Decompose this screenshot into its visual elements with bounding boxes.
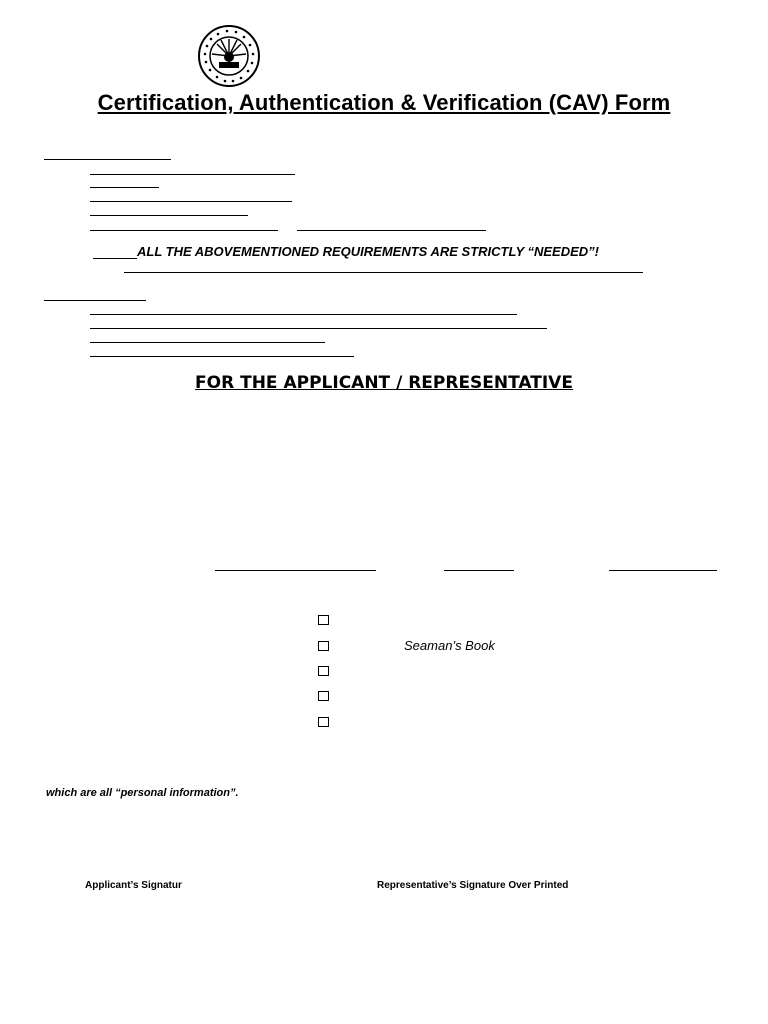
id-option-label: Seaman’s Book xyxy=(404,638,495,653)
blank-line xyxy=(90,356,354,357)
id-option-checkbox[interactable] xyxy=(318,666,329,676)
id-option-checkbox[interactable] xyxy=(318,641,329,651)
representative-signature-label: Representative’s Signature Over Printed xyxy=(377,880,569,891)
applicant-section-heading: FOR THE APPLICANT / REPRESENTATIVE xyxy=(195,373,573,393)
blank-line xyxy=(90,342,325,343)
blank-line xyxy=(90,328,547,329)
blank-line xyxy=(90,314,517,315)
blank-line xyxy=(90,174,295,175)
blank-line xyxy=(90,215,248,216)
blank-line xyxy=(90,187,159,188)
id-option-checkbox[interactable] xyxy=(318,691,329,701)
applicant-signature-label: Applicant’s Signatur xyxy=(85,880,182,891)
personal-info-note: which are all “personal information”. xyxy=(46,787,239,799)
id-option-checkbox[interactable] xyxy=(318,615,329,625)
applicant-contact-field[interactable] xyxy=(609,570,717,571)
commission-seal-logo xyxy=(197,24,261,88)
applicant-name-field[interactable] xyxy=(215,570,376,571)
blank-line xyxy=(90,201,292,202)
blank-line xyxy=(44,300,146,301)
form-title: Certification, Authentication & Verification (CAV) Form xyxy=(97,90,671,115)
notice-leading-line xyxy=(93,258,137,259)
applicant-date-field[interactable] xyxy=(444,570,514,571)
id-option-checkbox[interactable] xyxy=(318,717,329,727)
blank-line xyxy=(44,159,171,160)
blank-line xyxy=(90,230,278,231)
requirements-notice: ALL THE ABOVEMENTIONED REQUIREMENTS ARE STRICTLY “NEEDED”! xyxy=(137,244,600,259)
blank-line xyxy=(297,230,486,231)
notice-underline xyxy=(124,272,643,273)
